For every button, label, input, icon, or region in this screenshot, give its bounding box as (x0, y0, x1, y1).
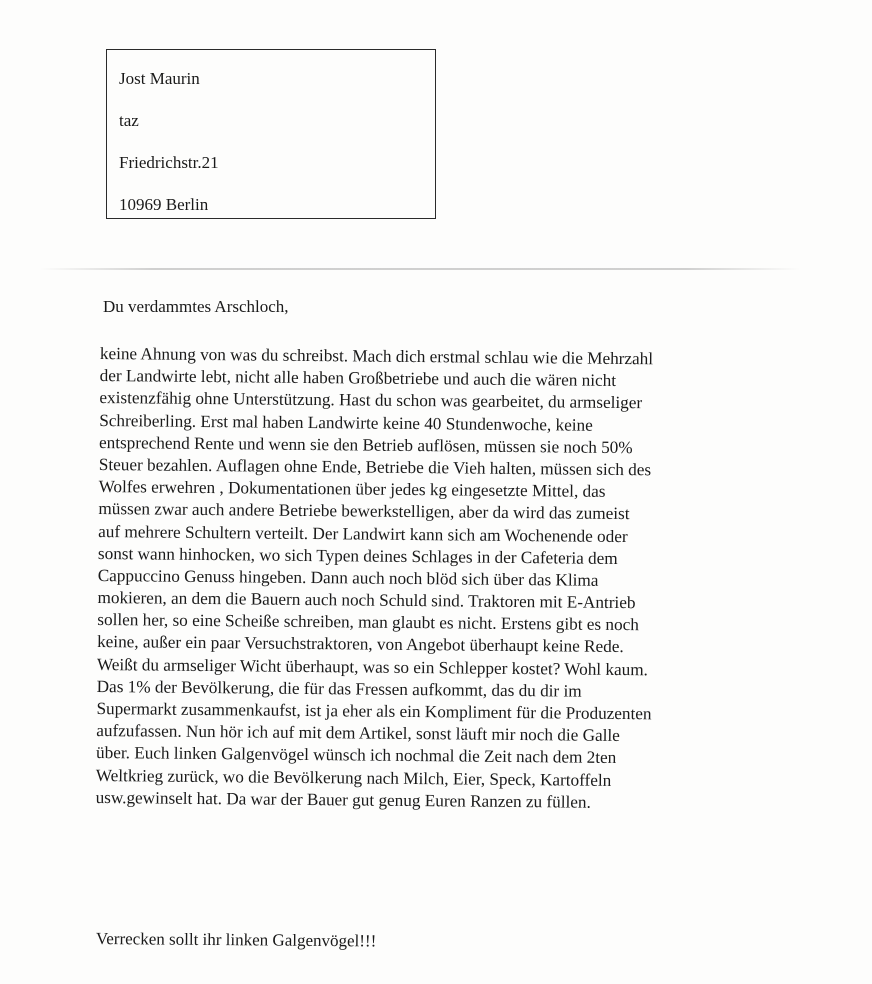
body-line: müssen zwar auch andere Betriebe bewerkstelligen, aber da wird das zumeist (98, 499, 630, 524)
body-line: auf mehrere Schultern verteilt. Der Landwirt kann sich am Wochenende oder (98, 521, 628, 546)
closing-line: Verrecken sollt ihr linken Galgenvögel!!! (95, 929, 377, 951)
body-line: Cappuccino Genuss hingeben. Dann auch noch blöd sich über das Klima (97, 565, 599, 590)
address-box (106, 49, 436, 219)
address-organization: taz (119, 111, 139, 130)
body-line: Steuer bezahlen. Auflagen ohne Ende, Betriebe die Vieh halten, müssen sich des (98, 454, 652, 480)
body-line: Wolfes erwehren , Dokumentationen über jedes kg eingesetzte Mittel, das (98, 477, 606, 501)
body-line: Supermarkt zusammenkaufst, ist ja eher als ein Kompliment für die Produzenten (96, 698, 652, 724)
body-line: sonst wann hinhocken, wo sich Typen deines Schlages in der Cafeteria dem (97, 543, 618, 568)
body-line: keine, außer ein paar Versuchstraktoren, von Angebot überhaupt keine Rede. (97, 632, 624, 657)
salutation: Du verdammtes Arschloch, (103, 297, 289, 316)
body-line: Weißt du armseliger Wicht überhaupt, was so ein Schlepper kostet? Wohl kaum. (96, 654, 649, 679)
body-line: mokieren, an dem die Bauern auch noch Schuld sind. Traktoren mit E-Antrieb (97, 588, 636, 613)
body-line: sollen her, so eine Scheiße schreiben, man glaubt es nicht. Erstens gibt es noch (97, 610, 639, 635)
address-name: Jost Maurin (119, 69, 200, 88)
body-line: usw.gewinselt hat. Da war der Bauer gut genug Euren Ranzen zu füllen. (95, 787, 591, 812)
body-line: aufzufassen. Nun hör ich auf mit dem Artikel, sonst läuft mir noch die Galle (96, 721, 620, 746)
address-city: 10969 Berlin (119, 195, 209, 214)
body-line: über. Euch linken Galgenvögel wünsch ich nochmal die Zeit nach dem 2ten (95, 743, 617, 768)
body-line: der Landwirte lebt, nicht alle haben Großbetriebe und auch die wären nicht (99, 366, 617, 391)
body-line: entsprechend Rente und wenn sie den Betrieb auflösen, müssen sie noch 50% (98, 432, 633, 457)
body-line: existenzfähig ohne Unterstützung. Hast du schon was gearbeitet, du armseliger (99, 388, 643, 413)
letter-body (96, 343, 790, 816)
body-line: Das 1% der Bevölkerung, die für das Fressen aufkommt, das du dir im (96, 676, 582, 701)
body-line: Weltkrieg zurück, wo die Bevölkerung nach Milch, Eier, Speck, Kartoffeln (95, 765, 612, 790)
fold-line (40, 268, 800, 270)
body-line: Schreiberling. Erst mal haben Landwirte keine 40 Stundenwoche, keine (99, 410, 593, 435)
address-street: Friedrichstr.21 (119, 153, 219, 172)
body-line: keine Ahnung von was du schreibst. Mach dich erstmal schlau wie die Mehrzahl (99, 343, 654, 369)
